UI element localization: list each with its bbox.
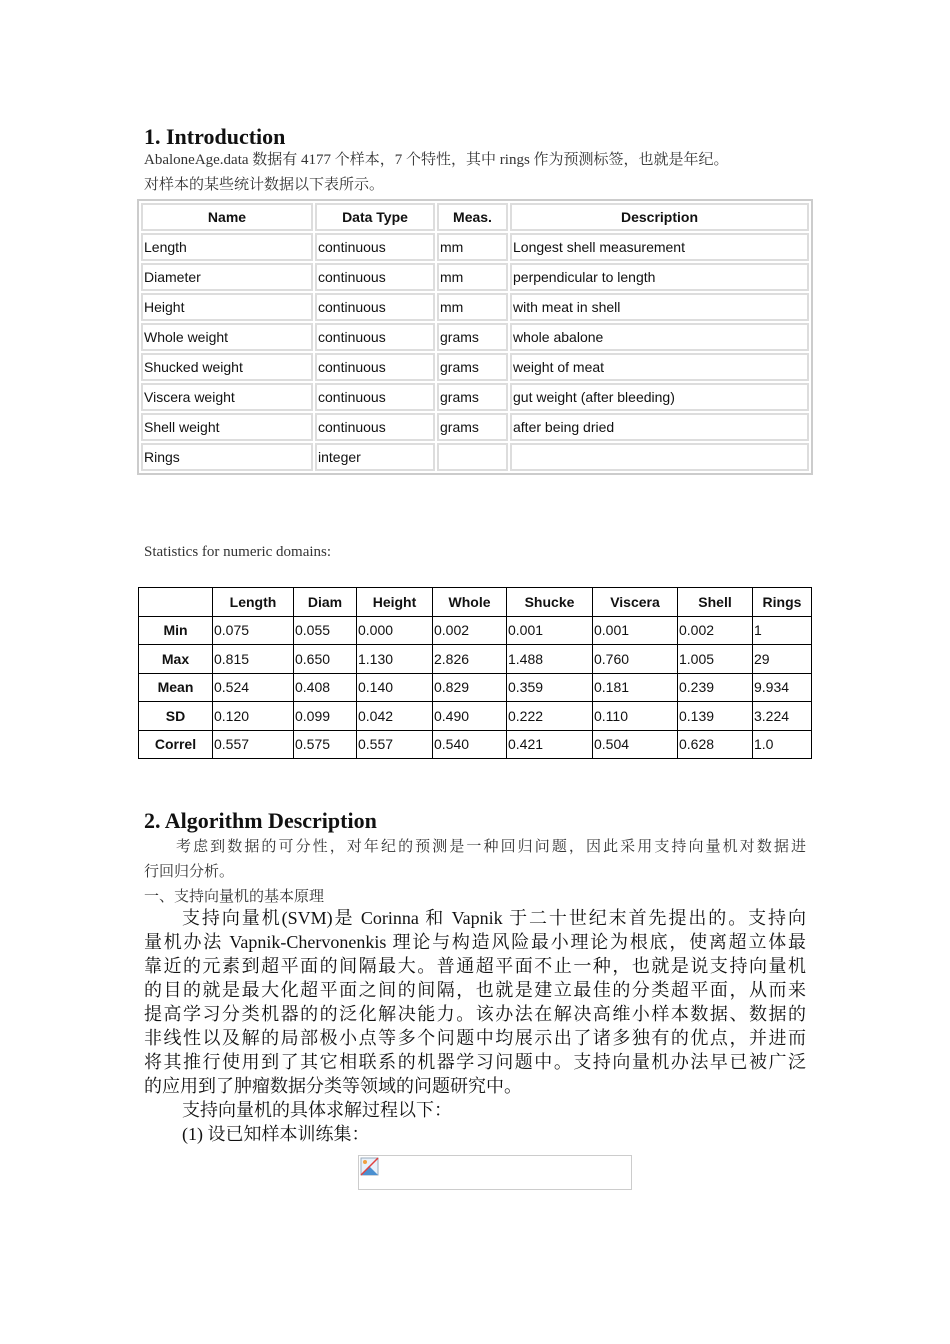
table-cell: 0.001 [593, 616, 678, 645]
table-cell: 0.002 [678, 616, 753, 645]
stats-label: Statistics for numeric domains: [144, 544, 332, 560]
table-cell: 0.504 [593, 730, 678, 759]
table-cell: after being dried [510, 413, 809, 441]
column-header: Description [510, 203, 809, 231]
table-cell: 0.000 [357, 616, 433, 645]
table-cell: Whole weight [141, 323, 313, 351]
row-header: SD [139, 702, 213, 731]
attributes-table [137, 199, 813, 475]
table-cell: continuous [315, 353, 435, 381]
table-cell: mm [437, 263, 508, 291]
table-row [139, 616, 812, 645]
table-cell: Length [141, 233, 313, 261]
paragraph-1-line-2: 行回归分析。 [144, 862, 235, 880]
table-cell: Shell weight [141, 413, 313, 441]
table-row [141, 233, 809, 261]
table-cell: 29 [753, 645, 812, 674]
column-header: Data Type [315, 203, 435, 231]
row-header: Max [139, 645, 213, 674]
table-cell: mm [437, 233, 508, 261]
table-cell: 1.130 [357, 645, 433, 674]
table-row [141, 293, 809, 321]
table-row [141, 383, 809, 411]
column-header: Diam [294, 588, 357, 617]
table-cell: grams [437, 353, 508, 381]
table-cell: 1.488 [507, 645, 593, 674]
section-2-title: 2. Algorithm Description [144, 808, 377, 833]
table-cell: Diameter [141, 263, 313, 291]
table-cell: 0.490 [433, 702, 507, 731]
table-cell: continuous [315, 323, 435, 351]
table-cell: 0.042 [357, 702, 433, 731]
body-line: 的应用到了肿瘤数据分类等领域的问题研究中。 [144, 1076, 522, 1096]
table-cell: 0.075 [213, 616, 294, 645]
body-line: 的目的就是最大化超平面之间的间隔，也就是建立最佳的分类超平面，从而来 [144, 980, 806, 1000]
body-line: 提高学习分类机器的的泛化解决能力。该办法在解决高维小样本数据、数据的 [144, 1004, 806, 1024]
svm-paragraph [144, 906, 806, 1146]
paragraph-4: (1) 设已知样本训练集： [182, 1124, 370, 1144]
table-row [141, 413, 809, 441]
statistics-table [138, 587, 812, 759]
table-cell: 2.826 [433, 645, 507, 674]
table-cell: 1 [753, 616, 812, 645]
table-cell: continuous [315, 413, 435, 441]
body-line: 支持向量机(SVM)是 Corinna 和 Vapnik 于二十世纪末首先提出的。支持向 [182, 908, 806, 928]
column-header: Length [213, 588, 294, 617]
table-cell: Longest shell measurement [510, 233, 809, 261]
table-cell: 0.359 [507, 673, 593, 702]
table-cell: 0.055 [294, 616, 357, 645]
table-cell: continuous [315, 293, 435, 321]
table-cell [437, 443, 508, 471]
table-row [141, 323, 809, 351]
table-cell: 1.0 [753, 730, 812, 759]
table-cell: 0.557 [213, 730, 294, 759]
table-row [139, 702, 812, 731]
table-row [139, 673, 812, 702]
table-cell: continuous [315, 383, 435, 411]
table-cell: continuous [315, 233, 435, 261]
table-cell: 3.224 [753, 702, 812, 731]
table-cell: grams [437, 323, 508, 351]
table-row [141, 353, 809, 381]
table-cell: with meat in shell [510, 293, 809, 321]
column-header: Shucke [507, 588, 593, 617]
body-line: 量机办法 Vapnik-Chervonenkis 理论与构造风险最小理论为根底，使离超立体最 [144, 932, 806, 952]
table-cell: 0.815 [213, 645, 294, 674]
subheading-svm-principle: 一、支持向量机的基本原理 [144, 887, 325, 905]
row-header: Correl [139, 730, 213, 759]
broken-image-placeholder [358, 1155, 632, 1190]
column-header: Viscera [593, 588, 678, 617]
table-row [141, 263, 809, 291]
table-cell: gut weight (after bleeding) [510, 383, 809, 411]
table-cell: 0.099 [294, 702, 357, 731]
table-cell [510, 443, 809, 471]
table-cell: 0.540 [433, 730, 507, 759]
table-row [139, 645, 812, 674]
paragraph-1-line-1: 考虑到数据的可分性，对年纪的预测是一种回归问题，因此采用支持向量机对数据进 [176, 837, 806, 855]
table-cell: mm [437, 293, 508, 321]
table-cell: integer [315, 443, 435, 471]
table-cell: continuous [315, 263, 435, 291]
table-cell: weight of meat [510, 353, 809, 381]
table-cell: 1.005 [678, 645, 753, 674]
body-line: 非线性以及解的局部极小点等多个问题中均展示出了诸多独有的优点，并进而 [144, 1028, 806, 1048]
table-cell: 0.222 [507, 702, 593, 731]
column-header [139, 588, 213, 617]
column-header: Shell [678, 588, 753, 617]
table-cell: 0.524 [213, 673, 294, 702]
table-cell: 0.628 [678, 730, 753, 759]
table-cell: 0.760 [593, 645, 678, 674]
intro-line-2: 对样本的某些统计数据以下表所示。 [144, 177, 385, 193]
table-cell: 9.934 [753, 673, 812, 702]
table-cell: 0.181 [593, 673, 678, 702]
body-line: 靠近的元素到超平面的间隔最大。普通超平面不止一种，也就是说支持向量机 [144, 956, 806, 976]
column-header: Name [141, 203, 313, 231]
table-cell: 0.650 [294, 645, 357, 674]
table-cell: 0.408 [294, 673, 357, 702]
column-header: Whole [433, 588, 507, 617]
table-row [141, 443, 809, 471]
table-cell: grams [437, 383, 508, 411]
table-cell: 0.239 [678, 673, 753, 702]
table-cell: 0.421 [507, 730, 593, 759]
table-cell: 0.575 [294, 730, 357, 759]
table-cell: perpendicular to length [510, 263, 809, 291]
intro-line-1: AbaloneAge.data 数据有 4177 个样本，7 个特性，其中 rings 作为预测标签，也就是年纪。 [144, 152, 729, 168]
table-cell: whole abalone [510, 323, 809, 351]
column-header: Height [357, 588, 433, 617]
column-header: Rings [753, 588, 812, 617]
table-cell: 0.110 [593, 702, 678, 731]
table-cell: 0.139 [678, 702, 753, 731]
table-cell: 0.829 [433, 673, 507, 702]
table-cell: 0.120 [213, 702, 294, 731]
row-header: Mean [139, 673, 213, 702]
paragraph-3: 支持向量机的具体求解过程以下： [182, 1100, 452, 1120]
column-header: Meas. [437, 203, 508, 231]
section-1-title: 1. Introduction [144, 124, 286, 149]
table-cell: 0.002 [433, 616, 507, 645]
table-cell: 0.001 [507, 616, 593, 645]
table-cell: 0.557 [357, 730, 433, 759]
table-cell: grams [437, 413, 508, 441]
table-cell: 0.140 [357, 673, 433, 702]
table-cell: Viscera weight [141, 383, 313, 411]
broken-image-icon [360, 1157, 380, 1177]
body-line: 将其推行使用到了其它相联系的机器学习问题中。支持向量机办法早已被广泛 [144, 1052, 806, 1072]
table-row [139, 730, 812, 759]
row-header: Min [139, 616, 213, 645]
table-cell: Shucked weight [141, 353, 313, 381]
table-cell: Height [141, 293, 313, 321]
table-cell: Rings [141, 443, 313, 471]
